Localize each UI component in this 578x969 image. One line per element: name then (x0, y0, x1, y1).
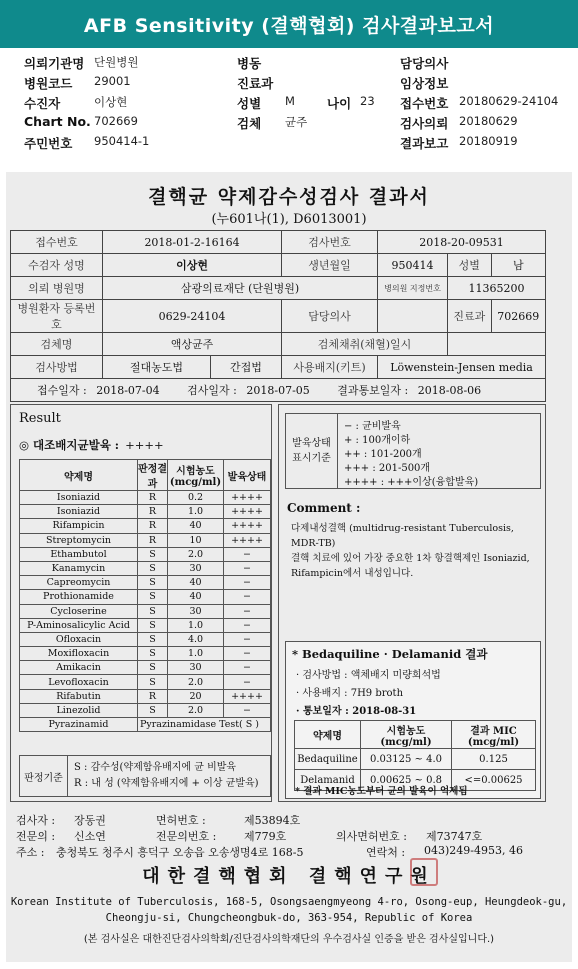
bdq-table (294, 720, 536, 791)
address-value: 충청북도 청주시 흥덕구 오송읍 오송생명4로 168-5 (56, 846, 304, 859)
patient-label: 수진자 (24, 96, 61, 111)
drug-concentration: 0.2 (168, 491, 224, 505)
drug-concentration: 40 (168, 519, 224, 533)
drug-judgement: S (138, 547, 168, 561)
ward-label: 병동 (237, 56, 262, 71)
resident-no-value: 950414-1 (94, 134, 150, 148)
bdq-note: * 결과 MIC농도부터 균의 발육이 억제됨 (295, 786, 468, 797)
patient-name-label: 수검자 성명 (11, 254, 103, 277)
grade-item: + : 100개이하 (344, 435, 411, 446)
hospital-name-value: 단원병원 (94, 55, 139, 69)
pza-label: Pyrazinamid (20, 718, 138, 732)
drug-judgement: S (138, 604, 168, 618)
grade-item: ++ : 101-200개 (344, 449, 422, 460)
drug-growth: − (224, 618, 271, 632)
table-row (20, 661, 271, 675)
bdq-conc: 0.00625 ~ 0.8 (361, 770, 452, 791)
bdq-conc-header: 시험농도 (mcg/ml) (361, 721, 452, 749)
bdq-drug: Bedaquiline (295, 749, 361, 770)
result-title: Result (19, 411, 61, 426)
drug-name: Isoniazid (20, 491, 138, 505)
bdq-date: · 통보일자 : 2018-08-31 (296, 706, 417, 717)
drug-judgement: S (138, 661, 168, 675)
date-reported-label: 결과통보일자 : (337, 384, 409, 397)
table-row (20, 618, 271, 632)
comment-line: MDR-TB) (291, 538, 336, 549)
drug-concentration: 40 (168, 590, 224, 604)
comment-text (291, 521, 541, 581)
resident-no-label: 주민번호 (24, 136, 73, 151)
bdq-drug-header: 약제명 (295, 721, 361, 749)
age-value: 23 (360, 94, 375, 108)
birth-label: 생년월일 (282, 254, 378, 277)
bdq-method: · 검사방법 : 액체배지 미량희석법 (296, 670, 441, 681)
drug-judgement: S (138, 590, 168, 604)
drug-judgement: R (138, 689, 168, 703)
specialist-value: 신소연 (74, 830, 106, 843)
drug-name: Ethambutol (20, 547, 138, 561)
dept-label-doc: 진료과 (447, 300, 491, 333)
drug-concentration: 30 (168, 661, 224, 675)
criteria-s: S : 감수성(약제함유배지에 균 비발육 (74, 762, 237, 773)
grade-label: 발육상태 표시기준 (286, 414, 338, 488)
phone-value: 043)249-4953, 46 (424, 844, 523, 857)
drug-concentration: 10 (168, 533, 224, 547)
drug-name: Rifampicin (20, 519, 138, 533)
table-row (20, 675, 271, 689)
specimen-label: 검체 (237, 116, 262, 131)
chart-no-label: Chart No. (24, 114, 91, 129)
drug-judgement: S (138, 618, 168, 632)
drug-growth: ++++ (224, 533, 271, 547)
license-value: 제53894호 (244, 814, 301, 827)
document-subtitle: (누601나(1), D6013001) (211, 212, 367, 227)
growth-grade-legend (285, 413, 541, 489)
date-tested-value: 2018-07-05 (246, 384, 310, 397)
criteria-r: R : 내 성 (약제함유배지에 + 이상 균발육) (74, 778, 259, 789)
institute-name: 대한결핵협회 결핵연구원 (142, 866, 436, 887)
collect-value-doc (447, 333, 545, 356)
receipt-no-label: 접수번호 (11, 231, 103, 254)
certification-note: (본 검사실은 대한진단검사의학회/진단검사의학재단의 우수검사실 인증을 받은 검사실입니다.) (83, 934, 495, 945)
bdq-drug: Delamanid (295, 770, 361, 791)
hospital-code-value: 29001 (94, 74, 131, 88)
drug-judgement: R (138, 491, 168, 505)
drug-concentration: 2.0 (168, 547, 224, 561)
bdq-mic: 0.125 (452, 749, 536, 770)
table-row (20, 647, 271, 661)
criteria-box (19, 755, 271, 797)
drug-concentration: 1.0 (168, 618, 224, 632)
date-received-label: 접수일자 : (37, 384, 87, 397)
institute-address-en-1: Korean Institute of Tuberculosis, 168-5, Osongsaengmyeong 4-ro, Osong-eup, Heungdeok-gu, (10, 896, 568, 908)
comment-panel (278, 404, 546, 802)
table-row (20, 547, 271, 561)
drug-concentration: 30 (168, 561, 224, 575)
drug-judgement: R (138, 519, 168, 533)
tester-label: 검사자 : (16, 814, 56, 827)
drug-concentration: 2.0 (168, 675, 224, 689)
table-row (20, 590, 271, 604)
table-row (20, 519, 271, 533)
drug-concentration: 2.0 (168, 703, 224, 717)
patient-name-value: 이상현 (103, 254, 282, 277)
doctor-label-doc: 담당의사 (282, 300, 378, 333)
drug-name: Ofloxacin (20, 632, 138, 646)
test-no-label: 검사번호 (282, 231, 378, 254)
table-row (295, 749, 536, 770)
control-growth-value: ++++ (125, 438, 164, 452)
drug-judgement: S (138, 675, 168, 689)
drug-name: Prothionamide (20, 590, 138, 604)
table-row (20, 576, 271, 590)
report-title: AFB Sensitivity (결핵협회) 검사결과보고서 (83, 14, 495, 37)
result-report-label: 결과보고 (400, 136, 449, 151)
specialist-label: 전문의 : (16, 830, 56, 843)
patient-header (0, 48, 578, 166)
criteria-label: 판정기준 (20, 756, 68, 796)
sex-value: M (285, 94, 295, 108)
table-row (20, 505, 271, 519)
registration-label: 병원환자 등록번호 (11, 300, 103, 333)
drug-concentration: 4.0 (168, 632, 224, 646)
drug-concentration: 40 (168, 576, 224, 590)
method-value-doc: 절대농도법 (103, 356, 211, 379)
method-label-doc: 검사방법 (11, 356, 103, 379)
bdq-title: * Bedaquiline · Delamanid 결과 (292, 647, 488, 661)
drug-judgement: S (138, 703, 168, 717)
drug-name: Streptomycin (20, 533, 138, 547)
scanned-report (6, 172, 572, 962)
drug-growth: − (224, 661, 271, 675)
hospital-name-label: 의뢰기관명 (24, 56, 85, 71)
drug-growth: − (224, 632, 271, 646)
test-no-value: 2018-20-09531 (378, 231, 546, 254)
date-received-value: 2018-07-04 (96, 384, 160, 397)
drug-concentration: 1.0 (168, 647, 224, 661)
hosp-code-label-doc: 병의원 지정번호 (378, 277, 448, 300)
table-row (20, 533, 271, 547)
grade-item: − : 균비발육 (344, 421, 401, 432)
department-label: 진료과 (237, 76, 274, 91)
birth-value: 950414 (378, 254, 448, 277)
grade-item: +++ : 201-500개 (344, 463, 431, 474)
drug-concentration: 30 (168, 604, 224, 618)
grade-item: ++++ : +++이상(융합발육) (344, 477, 479, 488)
table-row (20, 561, 271, 575)
hospital-value-doc: 삼광의료재단 (단원병원) (103, 277, 378, 300)
drug-growth: ++++ (224, 491, 271, 505)
sex-label: 성별 (237, 96, 262, 111)
result-report-value: 20180919 (459, 134, 518, 148)
table-row (20, 604, 271, 618)
drug-growth: − (224, 576, 271, 590)
result-panel (10, 404, 272, 802)
drug-name: Cycloserine (20, 604, 138, 618)
patient-value: 이상현 (94, 95, 128, 109)
drug-name: Kanamycin (20, 561, 138, 575)
drug-name: Rifabutin (20, 689, 138, 703)
sex-label-doc: 성별 (447, 254, 491, 277)
test-request-value: 20180629 (459, 114, 518, 128)
drug-table (19, 459, 271, 732)
pza-value: Pyrazinamidase Test( S ) (138, 718, 271, 732)
bdq-mic: <=0.00625 (452, 770, 536, 791)
hosp-code-value-doc: 11365200 (447, 277, 545, 300)
drug-judgement: R (138, 533, 168, 547)
specimen-value-doc: 액상균주 (103, 333, 282, 356)
document-title: 결핵균 약제감수성검사 결과서 (148, 186, 430, 208)
test-request-label: 검사의뢰 (400, 116, 449, 131)
drug-growth: ++++ (224, 689, 271, 703)
drug-judgement: S (138, 647, 168, 661)
method2-value-doc: 간접법 (210, 356, 281, 379)
age-label: 나이 (327, 96, 352, 111)
drug-name: P-Aminosalicylic Acid (20, 618, 138, 632)
doctor-value-doc (378, 300, 448, 333)
phone-label: 연락처 : (366, 846, 406, 859)
official-seal (410, 858, 438, 886)
drug-growth: − (224, 547, 271, 561)
drug-name: Capreomycin (20, 576, 138, 590)
drug-judgement: S (138, 632, 168, 646)
license-label: 면허번호 : (156, 814, 206, 827)
drug-growth: − (224, 703, 271, 717)
drug-growth: − (224, 561, 271, 575)
doctor-license-label: 의사면허번호 : (336, 830, 407, 843)
control-growth (19, 437, 164, 453)
drug-name: Levofloxacin (20, 675, 138, 689)
table-row (20, 703, 271, 717)
bdq-mic-header: 결과 MIC (mcg/ml) (452, 721, 536, 749)
doctor-license-value: 제73747호 (426, 830, 483, 843)
drug-name: Linezolid (20, 703, 138, 717)
concentration-header: 시험농도 (mcg/ml) (168, 460, 224, 491)
medium-label-doc: 사용배지(키트) (282, 356, 378, 379)
bdq-conc: 0.03125 ~ 4.0 (361, 749, 452, 770)
specialist-no-label: 전문의번호 : (156, 830, 217, 843)
drug-judgement: S (138, 561, 168, 575)
specimen-label-doc: 검체명 (11, 333, 103, 356)
receipt-number-label: 접수번호 (400, 96, 449, 111)
report-title-bar (0, 0, 578, 48)
control-growth-label: ◎ 대조배지균발육 : (19, 438, 120, 452)
judgement-header: 판정결과 (138, 460, 168, 491)
table-row (20, 491, 271, 505)
collect-label-doc: 검체채취(채혈)일시 (282, 333, 448, 356)
receipt-number-value: 20180629-24104 (459, 94, 559, 108)
comment-line: 결핵 치료에 있어 가장 중요한 1차 항결핵제인 Isoniazid, (291, 553, 530, 564)
drug-name: Amikacin (20, 661, 138, 675)
receipt-no-value: 2018-01-2-16164 (103, 231, 282, 254)
drug-growth: − (224, 590, 271, 604)
comment-title: Comment : (287, 501, 361, 515)
specimen-value: 균주 (285, 115, 308, 129)
table-row (20, 632, 271, 646)
drug-growth: ++++ (224, 519, 271, 533)
date-reported-value: 2018-08-06 (417, 384, 482, 397)
attending-doctor-label: 담당의사 (400, 56, 449, 71)
registration-value: 0629-24104 (103, 300, 282, 333)
specialist-no-value: 제779호 (244, 830, 287, 843)
info-table (10, 230, 546, 402)
growth-header: 발육상태 (224, 460, 271, 491)
chart-no-value: 702669 (94, 114, 138, 128)
drug-name: Moxifloxacin (20, 647, 138, 661)
medium-value-doc: Löwenstein-Jensen media (378, 356, 546, 379)
drug-concentration: 1.0 (168, 505, 224, 519)
date-tested-label: 검사일자 : (187, 384, 237, 397)
drug-judgement: S (138, 576, 168, 590)
drug-judgement: R (138, 505, 168, 519)
drug-concentration: 20 (168, 689, 224, 703)
address-label: 주소 : (16, 846, 45, 859)
tester-value: 장동권 (74, 814, 106, 827)
drug-growth: ++++ (224, 505, 271, 519)
drug-growth: − (224, 675, 271, 689)
institute-address-en-2: Cheongju-si, Chungcheongbuk-do, 363-954, Republic of Korea (105, 912, 473, 924)
comment-line: Rifampicin에서 내성입니다. (291, 568, 414, 579)
drug-growth: − (224, 604, 271, 618)
hospital-code-label: 병원코드 (24, 76, 73, 91)
drug-header: 약제명 (20, 460, 138, 491)
sex-value-doc: 남 (491, 254, 545, 277)
hospital-label-doc: 의뢰 병원명 (11, 277, 103, 300)
drug-name: Isoniazid (20, 505, 138, 519)
bedaquiline-delamanid-box (285, 641, 541, 799)
table-row (20, 689, 271, 703)
dept-value-doc: 702669 (491, 300, 545, 333)
clinical-info-label: 임상정보 (400, 76, 449, 91)
bdq-medium: · 사용배지 : 7H9 broth (296, 688, 404, 699)
comment-line: 다제내성결핵 (multidrug-resistant Tuberculosis, (291, 523, 514, 534)
drug-growth: − (224, 647, 271, 661)
